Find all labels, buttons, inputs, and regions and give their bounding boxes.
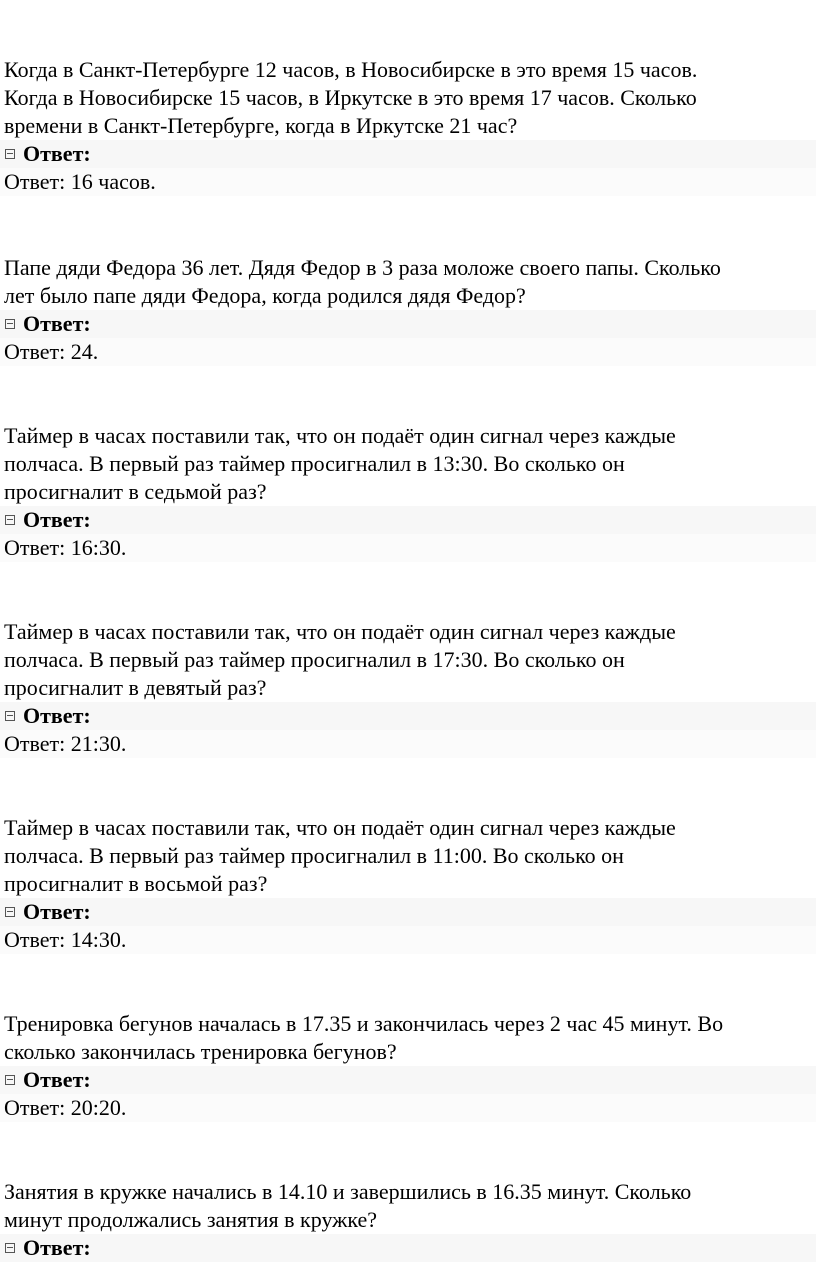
answer-title: Ответ: — [23, 507, 91, 532]
collapse-icon[interactable] — [5, 711, 15, 721]
answer-toggle[interactable] — [0, 1066, 816, 1094]
answer-toggle[interactable] — [0, 1234, 816, 1262]
answer-title: Ответ: — [23, 899, 91, 924]
answer-toggle[interactable] — [0, 702, 816, 730]
answer-toggle[interactable] — [0, 506, 816, 534]
question-text: Тренировка бегунов началась в 17.35 и закончилась через 2 час 45 минут. Во сколько закончилась тренировка бегунов? — [4, 1011, 724, 1064]
collapse-icon[interactable] — [5, 1243, 15, 1253]
answer-title: Ответ: — [23, 311, 91, 336]
collapse-icon[interactable] — [5, 515, 15, 525]
question-text: Таймер в часах поставили так, что он подаёт один сигнал через каждые полчаса. В первый раз таймер просигналил в 17:30. Во сколько он просигналит в девятый раз? — [4, 619, 676, 700]
task-5 — [0, 814, 816, 954]
answer-toggle[interactable] — [0, 898, 816, 926]
answer-title: Ответ: — [23, 703, 91, 728]
answer-text: Ответ: 21:30. — [0, 730, 816, 758]
answer-text: Ответ: 16 часов. — [0, 168, 816, 196]
collapse-icon[interactable] — [5, 319, 15, 329]
collapse-icon[interactable] — [5, 1075, 15, 1085]
answer-text: Ответ: 20:20. — [0, 1094, 816, 1122]
task-4 — [0, 618, 816, 758]
answer-title: Ответ: — [23, 141, 91, 166]
question-text: Папе дяди Федора 36 лет. Дядя Федор в 3 раза моложе своего папы. Сколько лет было папе дяди Федора, когда родился дядя Федор? — [4, 255, 721, 308]
task-6 — [0, 1010, 816, 1122]
question-text: Занятия в кружке начались в 14.10 и завершились в 16.35 минут. Сколько минут продолжались занятия в кружке? — [4, 1179, 692, 1232]
collapse-icon[interactable] — [5, 907, 15, 917]
answer-text: Ответ: 14:30. — [0, 926, 816, 954]
answer-title: Ответ: — [23, 1235, 91, 1260]
task-7 — [0, 1178, 816, 1262]
task-3 — [0, 422, 816, 562]
answer-toggle[interactable] — [0, 140, 816, 168]
question-text: Таймер в часах поставили так, что он подаёт один сигнал через каждые полчаса. В первый раз таймер просигналил в 11:00. Во сколько он просигналит в восьмой раз? — [4, 815, 676, 896]
question-text: Когда в Санкт-Петербурге 12 часов, в Новосибирске в это время 15 часов. Когда в Новосибирске 15 часов, в Иркутске в это время 17 часов. Сколько времени в Санкт-Петербурге, когда в Иркутске 21 час? — [4, 57, 698, 138]
answer-title: Ответ: — [23, 1067, 91, 1092]
answer-toggle[interactable] — [0, 310, 816, 338]
task-1 — [0, 56, 816, 196]
collapse-icon[interactable] — [5, 149, 15, 159]
answer-text: Ответ: 24. — [0, 338, 816, 366]
question-text: Таймер в часах поставили так, что он подаёт один сигнал через каждые полчаса. В первый раз таймер просигналил в 13:30. Во сколько он просигналит в седьмой раз? — [4, 423, 676, 504]
task-2 — [0, 254, 816, 366]
answer-text: Ответ: 16:30. — [0, 534, 816, 562]
